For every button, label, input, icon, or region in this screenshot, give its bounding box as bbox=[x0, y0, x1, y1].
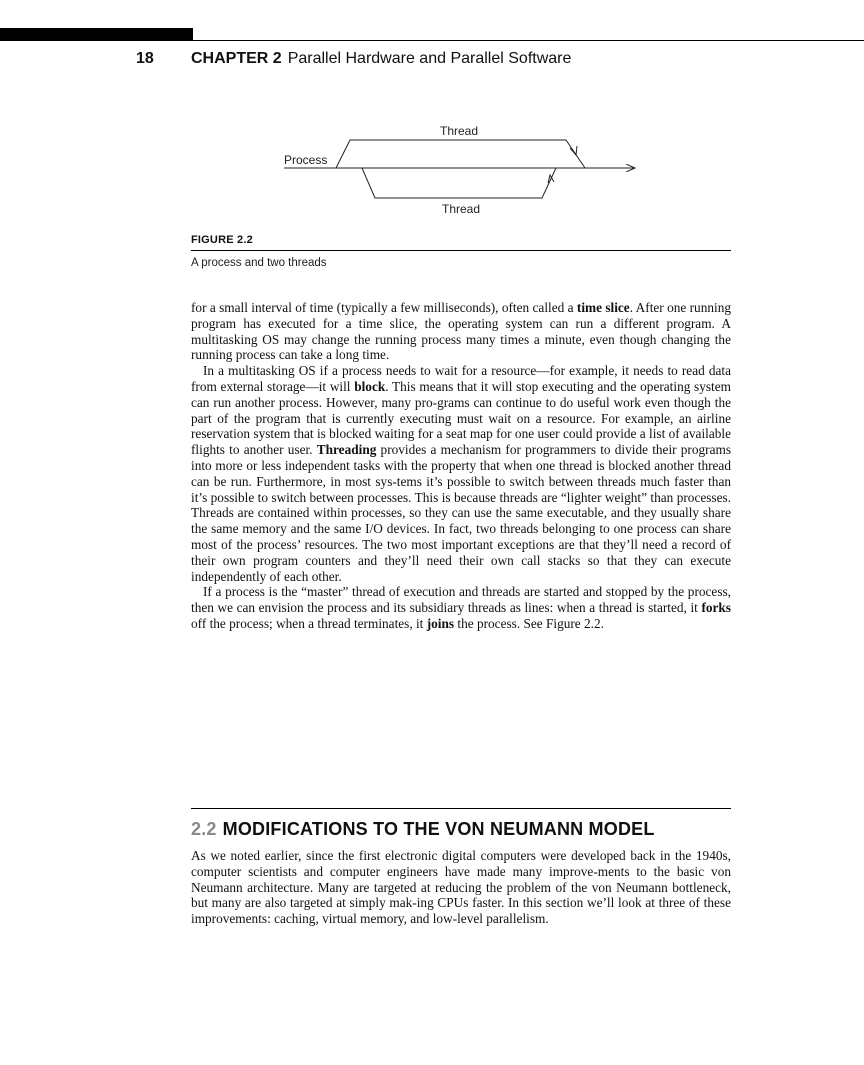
figure-number: FIGURE 2.2 bbox=[191, 234, 253, 246]
text-run: provides a mechanism for programmers to divide their programs into more or less independent tasks with the property that when one thread is blocked another thread can be run. Furthermore, in most sys-tems it’s possible to switch between threads much faster than it’s possible to switch between processes. This is because threads are “lighter weight” than processes. Threads are contained within processes, so they can use the same executable, and they usually share the same memory and the same I/O devices. In fact, two threads belonging to one process can share most of the process’ resources. The two most important exceptions are that they’ll need a record of their own program counters and they’ll need their own call stacks so that they can execute independently of each other. bbox=[191, 442, 731, 584]
section-rule bbox=[191, 808, 731, 809]
running-head bbox=[0, 48, 864, 70]
chapter-title: Parallel Hardware and Parallel Software bbox=[287, 50, 572, 67]
section-number: 2.2 bbox=[191, 819, 217, 839]
bold-term: block bbox=[354, 378, 386, 394]
bold-term: forks bbox=[701, 600, 731, 616]
figure-caption: A process and two threads bbox=[191, 257, 327, 269]
paragraph bbox=[191, 300, 731, 363]
chapter-label: CHAPTER 2 bbox=[191, 50, 282, 67]
label-thread-top: Thread bbox=[440, 124, 479, 138]
figure-diagram bbox=[270, 118, 650, 224]
text-run: In a multitasking OS if a process needs to wait for a resource—for example, it needs to read data from external storage—it will bbox=[191, 363, 731, 394]
text-run: for a small interval of time (typically a few milliseconds), often called a bbox=[191, 300, 577, 315]
bold-term: time slice bbox=[576, 300, 630, 315]
page-number: 18 bbox=[136, 50, 154, 67]
header-rule bbox=[193, 40, 864, 41]
text-run: the process. See Figure 2.2. bbox=[454, 615, 604, 631]
section-paragraph: As we noted earlier, since the first electronic digital computers were developed back in the 1940s, computer scientists and computer engineers have made many improve-ments to the basic von Neumann architecture. Many are targeted at reducing the problem of the von Neumann bottleneck, but many are also targeted at simply mak-ing CPUs faster. In this section we’ll look at three of these improvements: caching, virtual memory, and low-level parallelism. bbox=[191, 848, 731, 927]
text-run: . After one running program has executed for a time slice, the operating system can run a different program. A multitasking OS may change the running process many times a minute, even though changing the running process can take a long time. bbox=[191, 300, 731, 363]
header-black-bar bbox=[0, 28, 193, 41]
bold-term: Threading bbox=[316, 442, 377, 458]
text-run: If a process is the “master” thread of execution and threads are started and stopped by the process, then we can envision the process and its subsidiary threads as lines: when a thread is started, it bbox=[191, 584, 731, 616]
section-title: MODIFICATIONS TO THE VON NEUMANN MODEL bbox=[222, 819, 655, 839]
text-run: . This means that it will stop executing and the operating system can run another process. However, many pro-grams can continue to do useful work even though the part of the program that is currently executing must wait on a resource. For example, an airline reservation system that is blocked waiting for a seat map for one user could provide a list of available flights to another user. bbox=[191, 378, 731, 458]
text-run: off the process; when a thread terminates, it bbox=[191, 615, 427, 631]
thread-top-line bbox=[336, 140, 585, 168]
bold-term: joins bbox=[426, 615, 455, 631]
section-body bbox=[191, 848, 731, 927]
figure-process-threads bbox=[270, 118, 650, 224]
label-thread-bottom: Thread bbox=[442, 202, 481, 216]
section-heading bbox=[191, 818, 655, 840]
paragraph bbox=[191, 584, 731, 631]
chapter-heading bbox=[191, 48, 571, 70]
thread-bottom-line bbox=[362, 168, 556, 198]
figure-rule bbox=[191, 250, 731, 251]
paragraph bbox=[191, 363, 731, 584]
body-text bbox=[191, 300, 731, 632]
label-process: Process bbox=[284, 153, 328, 167]
